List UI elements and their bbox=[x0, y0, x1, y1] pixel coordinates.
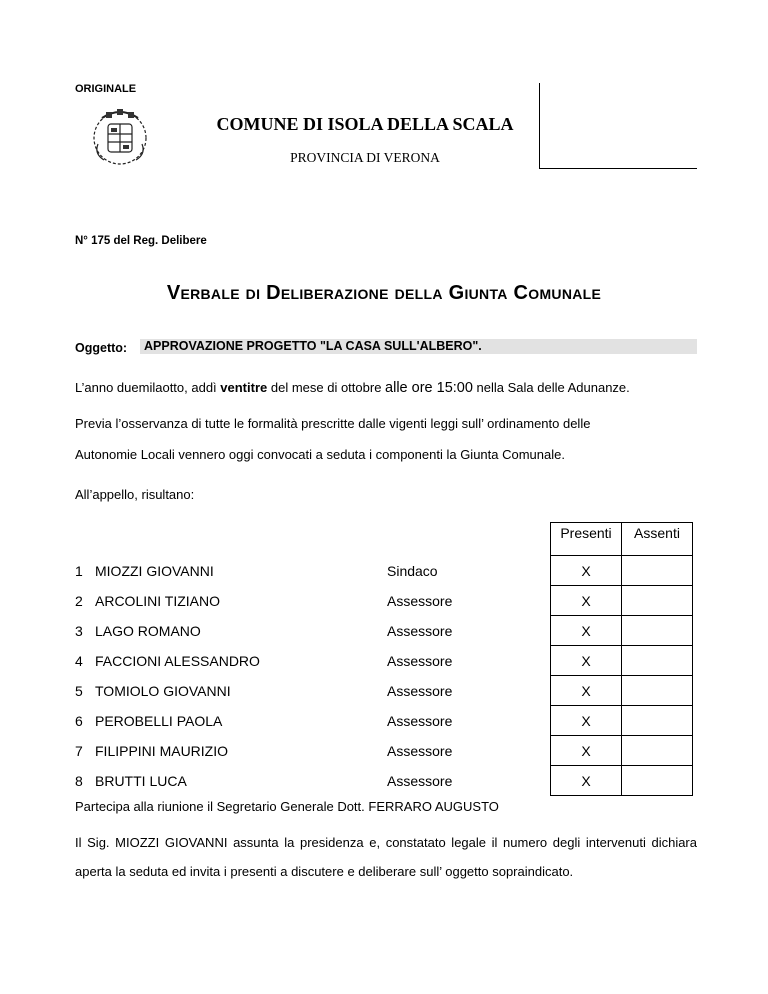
present-mark: X bbox=[551, 736, 622, 766]
intro-paragraph: Autonomie Locali vennero oggi convocati a seduta i componenti la Giunta Comunale. bbox=[75, 447, 565, 462]
member-number: 8 bbox=[75, 772, 83, 789]
table-row bbox=[75, 616, 693, 646]
present-mark: X bbox=[551, 676, 622, 706]
attendance-table bbox=[75, 522, 693, 796]
col-absent-header: Assenti bbox=[622, 523, 693, 556]
member-number: 2 bbox=[75, 592, 83, 609]
member-number: 3 bbox=[75, 622, 83, 639]
stamp-box-border bbox=[539, 168, 697, 169]
intro-paragraph: Previa l’osservanza di tutte le formalità prescritte dalle vigenti leggi sull’ ordinamento delle bbox=[75, 416, 591, 431]
present-mark: X bbox=[551, 586, 622, 616]
present-mark: X bbox=[551, 556, 622, 586]
provincia-subtitle: PROVINCIA DI VERONA bbox=[290, 150, 440, 165]
secretary-line: Partecipa alla riunione il Segretario Generale Dott. FERRARO AUGUSTO bbox=[75, 799, 499, 814]
absent-mark bbox=[622, 556, 693, 586]
table-row bbox=[75, 586, 693, 616]
member-name: ARCOLINI TIZIANO bbox=[95, 592, 220, 609]
present-mark: X bbox=[551, 616, 622, 646]
col-present-header: Presenti bbox=[551, 523, 622, 556]
table-row bbox=[75, 676, 693, 706]
member-role: Assessore bbox=[387, 652, 453, 669]
oggetto-label: Oggetto: bbox=[75, 341, 128, 355]
member-role: Assessore bbox=[387, 772, 453, 789]
absent-mark bbox=[622, 586, 693, 616]
municipal-crest-icon bbox=[84, 104, 156, 168]
table-row bbox=[75, 646, 693, 676]
oggetto-field[interactable]: APPROVAZIONE PROGETTO "LA CASA SULL'ALBERO". bbox=[140, 339, 697, 354]
absent-mark bbox=[622, 736, 693, 766]
member-number: 1 bbox=[75, 562, 83, 579]
register-number: N° 175 del Reg. Delibere bbox=[75, 235, 207, 247]
table-row bbox=[75, 556, 693, 586]
absent-mark bbox=[622, 616, 693, 646]
comune-title: COMUNE DI ISOLA DELLA SCALA bbox=[216, 114, 514, 134]
absent-mark bbox=[622, 766, 693, 796]
member-name: MIOZZI GIOVANNI bbox=[95, 562, 214, 579]
present-mark: X bbox=[551, 646, 622, 676]
member-role: Assessore bbox=[387, 682, 453, 699]
document-title: Verbale di Deliberazione della Giunta Comunale bbox=[166, 282, 602, 304]
table-row bbox=[75, 766, 693, 796]
member-role: Assessore bbox=[387, 742, 453, 759]
present-mark: X bbox=[551, 706, 622, 736]
absent-mark bbox=[622, 706, 693, 736]
table-row bbox=[75, 706, 693, 736]
member-name: FACCIONI ALESSANDRO bbox=[95, 652, 260, 669]
member-number: 4 bbox=[75, 652, 83, 669]
member-number: 6 bbox=[75, 712, 83, 729]
member-role: Assessore bbox=[387, 712, 453, 729]
member-number: 5 bbox=[75, 682, 83, 699]
member-name: BRUTTI LUCA bbox=[95, 772, 187, 789]
present-mark: X bbox=[551, 766, 622, 796]
original-label: ORIGINALE bbox=[75, 83, 137, 95]
member-name: PEROBELLI PAOLA bbox=[95, 712, 223, 729]
attendance-header-row bbox=[75, 523, 693, 556]
table-row bbox=[75, 736, 693, 766]
member-name: FILIPPINI MAURIZIO bbox=[95, 742, 229, 759]
absent-mark bbox=[622, 646, 693, 676]
absent-mark bbox=[622, 676, 693, 706]
presidency-paragraph: Il Sig. MIOZZI GIOVANNI assunta la presidenza e, constatato legale il numero degli intervenuti dichiara aperta la seduta ed invita i presenti a discutere e deliberare sull’ oggetto sopraindicato. bbox=[75, 835, 697, 879]
member-role: Sindaco bbox=[387, 562, 438, 579]
member-role: Assessore bbox=[387, 592, 453, 609]
member-number: 7 bbox=[75, 742, 83, 759]
member-role: Assessore bbox=[387, 622, 453, 639]
roll-call-intro: All’appello, risultano: bbox=[75, 487, 195, 502]
member-name: TOMIOLO GIOVANNI bbox=[95, 682, 231, 699]
intro-date-line: L’anno duemilaotto, addì ventitre del mese di ottobre alle ore 15:00 nella Sala delle Adunanze. bbox=[75, 380, 630, 396]
stamp-box-border bbox=[539, 83, 540, 169]
member-name: LAGO ROMANO bbox=[95, 622, 201, 639]
